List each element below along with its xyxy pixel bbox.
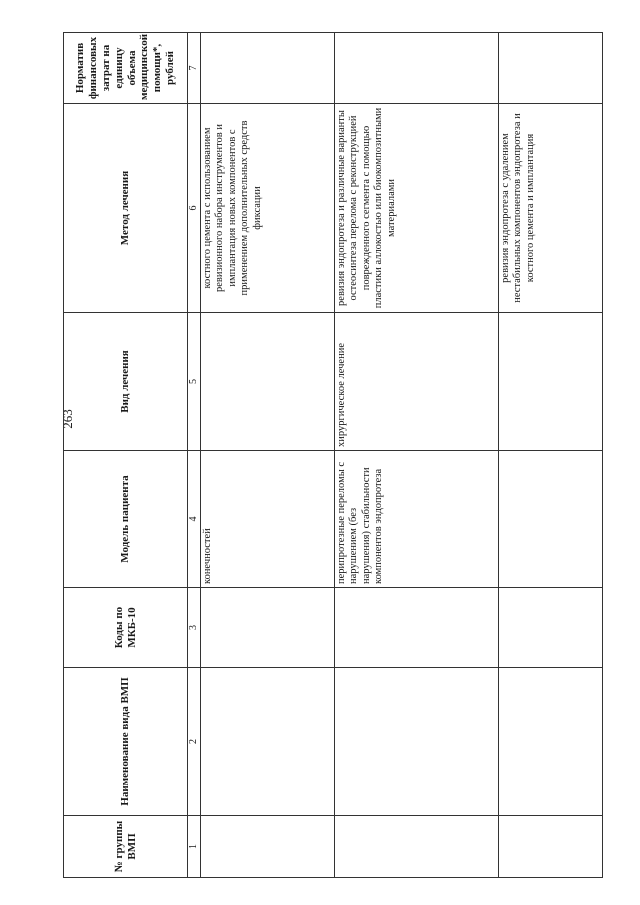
cell-group-number <box>335 816 499 878</box>
header-row <box>64 33 188 878</box>
column-number: 3 <box>188 588 201 668</box>
header-icd-codes: Коды по МКБ-10 <box>64 588 188 668</box>
cell-treatment-method: костного цемента с использованием ревизионного набора инструментов и имплантация новых компонентов с применением дополнительных средств фиксации <box>201 104 335 313</box>
table-row <box>499 33 603 878</box>
cell-icd-codes <box>499 588 603 668</box>
cell-cost-norm <box>335 33 499 104</box>
cell-patient-model <box>499 451 603 588</box>
header-treatment-type: Вид лечения <box>64 313 188 451</box>
header-treatment-method: Метод лечения <box>64 104 188 313</box>
column-number: 6 <box>188 104 201 313</box>
cell-cost-norm <box>499 33 603 104</box>
table-row <box>201 33 335 878</box>
page-number: 263 <box>60 409 75 429</box>
cell-group-number <box>201 816 335 878</box>
cell-treatment-method: ревизия эндопротеза и различные варианты остеосинтеза перелома с реконструкцией поврежденного сегмента с помощью пластики аллокостью или биокомпозитными материалами <box>335 104 499 313</box>
column-number: 4 <box>188 451 201 588</box>
cell-vmp-name <box>201 668 335 816</box>
header-vmp-name: Наименование вида ВМП <box>64 668 188 816</box>
cell-group-number <box>499 816 603 878</box>
column-number: 1 <box>188 816 201 878</box>
header-cost-norm: Норматив финансовых затрат на единицу объема медицинской помощи*, рублей <box>64 33 188 104</box>
header-group-number: № группы ВМП <box>64 816 188 878</box>
cell-treatment-type: хирургическое лечение <box>335 313 499 451</box>
column-number: 2 <box>188 668 201 816</box>
column-number: 5 <box>188 313 201 451</box>
cell-vmp-name <box>499 668 603 816</box>
cell-patient-model: конечностей <box>201 451 335 588</box>
table-row <box>335 33 499 878</box>
vmp-table <box>63 32 603 878</box>
cell-treatment-type <box>499 313 603 451</box>
cell-cost-norm <box>201 33 335 104</box>
header-patient-model: Модель пациента <box>64 451 188 588</box>
cell-treatment-method: ревизия эндопротеза с удалением нестабильных компонентов эндопротеза и костного цемента и имплантация <box>499 104 603 313</box>
cell-vmp-name <box>335 668 499 816</box>
cell-icd-codes <box>201 588 335 668</box>
vmp-table-sheet <box>63 33 603 878</box>
cell-patient-model: перипротезные переломы с нарушением (без нарушения) стабильности компонентов эндопротеза <box>335 451 499 588</box>
cell-treatment-type <box>201 313 335 451</box>
column-number: 7 <box>188 33 201 104</box>
cell-icd-codes <box>335 588 499 668</box>
column-number-row <box>188 33 201 878</box>
